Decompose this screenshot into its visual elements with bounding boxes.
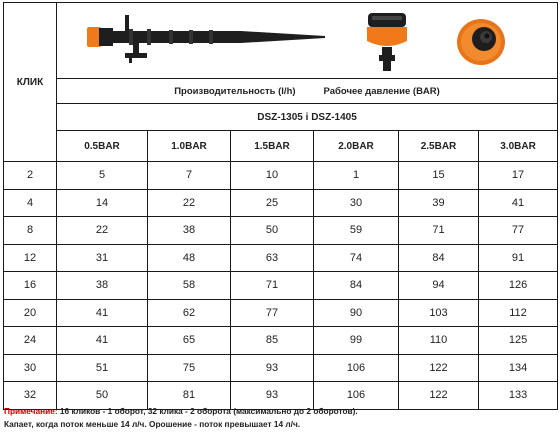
pressure-header: 3.0BAR	[479, 131, 558, 162]
flow-cell: 7	[148, 162, 231, 190]
flow-cell: 62	[148, 299, 231, 327]
flow-cell: 10	[231, 162, 314, 190]
flow-cell: 1	[314, 162, 399, 190]
flow-cell: 74	[314, 244, 399, 272]
flow-cell: 14	[57, 189, 148, 217]
table-row	[4, 272, 558, 300]
pressure-header: 1.5BAR	[231, 131, 314, 162]
klik-cell: 30	[4, 354, 57, 382]
pressure-header: 1.0BAR	[148, 131, 231, 162]
flow-cell: 134	[479, 354, 558, 382]
klik-cell: 4	[4, 189, 57, 217]
flow-cell: 38	[148, 217, 231, 245]
table-row	[4, 299, 558, 327]
pressure-header: 2.5BAR	[399, 131, 479, 162]
flow-cell: 84	[399, 244, 479, 272]
flow-cell: 38	[57, 272, 148, 300]
table-row	[4, 244, 558, 272]
flow-cell: 15	[399, 162, 479, 190]
flow-cell: 103	[399, 299, 479, 327]
pressure-header: 0.5BAR	[57, 131, 148, 162]
klik-cell: 32	[4, 382, 57, 410]
flow-cell: 41	[57, 299, 148, 327]
flow-cell: 106	[314, 354, 399, 382]
flow-cell: 122	[399, 354, 479, 382]
flow-cell: 133	[479, 382, 558, 410]
flow-cell: 31	[57, 244, 148, 272]
klik-cell: 2	[4, 162, 57, 190]
flow-cell: 125	[479, 327, 558, 355]
flow-cell: 71	[231, 272, 314, 300]
klik-cell: 20	[4, 299, 57, 327]
flow-cell: 71	[399, 217, 479, 245]
pressure-header: 2.0BAR	[314, 131, 399, 162]
table-row	[4, 217, 558, 245]
flow-cell: 99	[314, 327, 399, 355]
flow-cell: 110	[399, 327, 479, 355]
flow-cell: 91	[479, 244, 558, 272]
flow-cell: 122	[399, 382, 479, 410]
flow-cell: 94	[399, 272, 479, 300]
flow-cell: 22	[148, 189, 231, 217]
parameter-header	[57, 79, 558, 104]
flow-cell: 5	[57, 162, 148, 190]
table-row	[4, 327, 558, 355]
note-label: Примечание:	[4, 406, 58, 416]
flow-cell: 65	[148, 327, 231, 355]
flow-table	[3, 2, 558, 410]
flow-cell: 93	[231, 354, 314, 382]
note-line-1	[4, 405, 556, 418]
product-images-cell	[57, 3, 558, 79]
flow-cell: 106	[314, 382, 399, 410]
notes	[4, 405, 556, 431]
stake-dripper-image	[85, 13, 335, 65]
flow-cell: 22	[57, 217, 148, 245]
flow-cell: 30	[314, 189, 399, 217]
flow-cell: 41	[57, 327, 148, 355]
dripper-side-image	[362, 11, 412, 73]
note-text-1: 16 кликов - 1 оборот, 32 клика - 2 оборота (максимально до 2 оборотов).	[57, 406, 358, 416]
flow-cell: 75	[148, 354, 231, 382]
flow-cell: 84	[314, 272, 399, 300]
flow-cell: 93	[231, 382, 314, 410]
flow-cell: 39	[399, 189, 479, 217]
flow-cell: 17	[479, 162, 558, 190]
flow-cell: 50	[57, 382, 148, 410]
table-row	[4, 354, 558, 382]
klik-header: КЛИК	[4, 3, 57, 162]
klik-cell: 16	[4, 272, 57, 300]
klik-cell: 24	[4, 327, 57, 355]
model-label: DSZ-1305 i DSZ-1405	[57, 104, 558, 131]
table-row	[4, 189, 558, 217]
flow-cell: 90	[314, 299, 399, 327]
dripper-top-image	[453, 15, 509, 67]
flow-cell: 77	[479, 217, 558, 245]
flow-cell: 112	[479, 299, 558, 327]
flow-cell: 63	[231, 244, 314, 272]
flow-cell: 59	[314, 217, 399, 245]
flow-cell: 81	[148, 382, 231, 410]
flow-cell: 58	[148, 272, 231, 300]
flow-cell: 126	[479, 272, 558, 300]
klik-cell: 8	[4, 217, 57, 245]
table-row	[4, 162, 558, 190]
pressure-label: Рабочее давление (BAR)	[323, 85, 440, 97]
flow-cell: 50	[231, 217, 314, 245]
flow-cell: 41	[479, 189, 558, 217]
flow-cell: 85	[231, 327, 314, 355]
klik-cell: 12	[4, 244, 57, 272]
performance-label: Производительность (l/h)	[174, 85, 296, 97]
flow-cell: 51	[57, 354, 148, 382]
note-line-2: Капает, когда поток меньше 14 л/ч. Орошение - поток превышает 14 л/ч.	[4, 419, 301, 429]
flow-cell: 25	[231, 189, 314, 217]
pressure-header-row	[4, 131, 558, 162]
flow-cell: 48	[148, 244, 231, 272]
flow-cell: 77	[231, 299, 314, 327]
